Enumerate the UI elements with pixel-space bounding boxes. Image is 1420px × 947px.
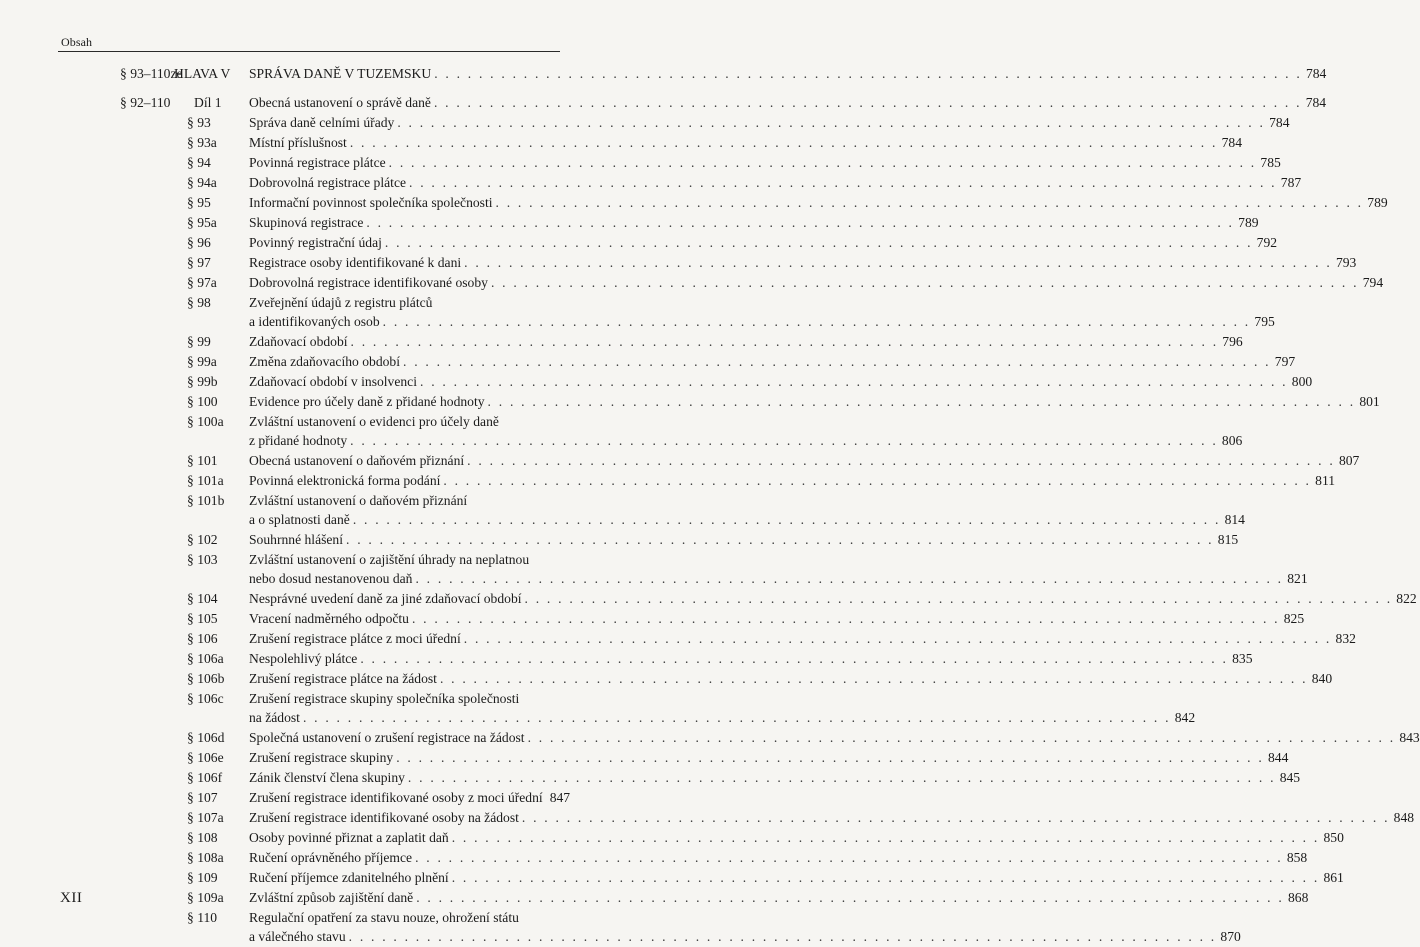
section-title-line bbox=[249, 352, 1296, 372]
section-title-line bbox=[249, 113, 1290, 133]
section-title: Evidence pro účely daně z přidané hodnoty bbox=[249, 394, 485, 409]
section-title: Společná ustanovení o zrušení registrace na žádost bbox=[249, 730, 525, 745]
toc-entry bbox=[0, 332, 1243, 352]
section-title-line bbox=[249, 471, 1336, 491]
dil-title-line bbox=[249, 93, 1327, 113]
section-page: 861 bbox=[1323, 870, 1344, 885]
section-page: 800 bbox=[1291, 374, 1313, 389]
hlava-title: SPRÁVA DANĚ V TUZEMSKU bbox=[249, 66, 432, 81]
section-title-line bbox=[249, 768, 1301, 788]
section-number: § 97a bbox=[187, 275, 217, 290]
section-page: 840 bbox=[1311, 671, 1333, 686]
section-page: 797 bbox=[1274, 354, 1296, 369]
section-title: Zvláštní ustanovení o evidenci pro účely daně bbox=[249, 414, 499, 429]
dot-leader bbox=[488, 392, 1356, 412]
section-page: 870 bbox=[1220, 929, 1241, 944]
toc-entry bbox=[0, 868, 1344, 888]
toc-entry bbox=[0, 629, 1356, 649]
section-number: § 101b bbox=[187, 493, 225, 508]
section-title-line bbox=[249, 669, 1333, 689]
dot-leader bbox=[467, 451, 1335, 471]
dot-leader bbox=[350, 133, 1218, 153]
section-title-continued: nebo dosud nestanovenou daň bbox=[249, 571, 413, 586]
section-title: Povinný registrační údaj bbox=[249, 235, 382, 250]
dil-page: 784 bbox=[1305, 95, 1327, 110]
section-title-line bbox=[249, 372, 1313, 392]
section-number: § 106f bbox=[187, 770, 223, 785]
section-title-line bbox=[249, 293, 559, 312]
toc-entry bbox=[0, 233, 1278, 253]
toc-entry bbox=[0, 273, 1384, 293]
section-page: 789 bbox=[1367, 195, 1388, 210]
section-list bbox=[0, 113, 1420, 947]
hlava-range: § 93–110ze bbox=[120, 66, 183, 81]
section-title: Zdaňovací období v insolvenci bbox=[249, 374, 417, 389]
section-title-line bbox=[249, 828, 1344, 848]
dot-leader bbox=[522, 808, 1390, 828]
section-title-line bbox=[249, 491, 559, 510]
hlava-label: HLAVA V bbox=[174, 66, 231, 81]
toc-entry bbox=[0, 352, 1296, 372]
toc-entry bbox=[0, 808, 1415, 828]
toc-entry-dil bbox=[0, 93, 1327, 113]
section-title: Regulační opatření za stavu nouze, ohrožení státu bbox=[249, 910, 519, 925]
dot-leader bbox=[350, 431, 1218, 451]
section-title: Obecná ustanovení o daňovém přiznání bbox=[249, 453, 465, 468]
section-title: Povinná elektronická forma podání bbox=[249, 473, 441, 488]
section-page: 868 bbox=[1287, 890, 1309, 905]
section-title-line bbox=[249, 589, 1417, 609]
section-page: 847 bbox=[549, 790, 571, 805]
toc-entry bbox=[0, 908, 600, 927]
section-number: § 103 bbox=[187, 552, 218, 567]
dot-leader bbox=[434, 93, 1302, 113]
toc-entry bbox=[0, 888, 1309, 908]
section-page: 814 bbox=[1224, 512, 1245, 527]
section-title: Zánik členství člena skupiny bbox=[249, 770, 405, 785]
section-page: 844 bbox=[1267, 750, 1289, 765]
toc-entry bbox=[0, 848, 1308, 868]
section-title-line bbox=[249, 510, 1245, 530]
section-number: § 104 bbox=[187, 591, 218, 606]
dot-leader bbox=[528, 728, 1396, 748]
table-of-contents bbox=[0, 64, 1420, 947]
section-number: § 106d bbox=[187, 730, 225, 745]
section-title-line bbox=[249, 609, 1305, 629]
section-title: Zveřejnění údajů z registru plátců bbox=[249, 295, 433, 310]
section-title-line bbox=[249, 728, 1420, 748]
toc-entry bbox=[0, 113, 1290, 133]
section-title-line bbox=[249, 868, 1344, 888]
dot-leader bbox=[353, 510, 1221, 530]
dot-leader bbox=[360, 649, 1228, 669]
section-number: § 94 bbox=[187, 155, 211, 170]
toc-entry-continuation bbox=[0, 312, 1275, 332]
hlava-title-line bbox=[249, 64, 1327, 84]
section-title-line bbox=[249, 273, 1384, 293]
section-title-continued: na žádost bbox=[249, 710, 300, 725]
section-number: § 99b bbox=[187, 374, 218, 389]
section-title-line bbox=[249, 569, 1308, 589]
section-number: § 94a bbox=[187, 175, 217, 190]
toc-entry-continuation bbox=[0, 569, 1308, 589]
section-number: § 106 bbox=[187, 631, 218, 646]
section-number: § 108a bbox=[187, 850, 224, 865]
section-title-line bbox=[249, 431, 1243, 451]
toc-entry bbox=[0, 530, 1239, 550]
toc-entry bbox=[0, 193, 1388, 213]
section-title-line bbox=[249, 153, 1281, 173]
dot-leader bbox=[420, 372, 1288, 392]
section-title: Dobrovolná registrace identifikované osoby bbox=[249, 275, 488, 290]
section-title-line bbox=[249, 927, 1241, 947]
section-title: Změna zdaňovacího období bbox=[249, 354, 400, 369]
dot-leader bbox=[525, 589, 1393, 609]
section-title-line bbox=[249, 550, 559, 569]
section-number: § 98 bbox=[187, 295, 211, 310]
toc-entry-continuation bbox=[0, 431, 1243, 451]
toc-entry bbox=[0, 173, 1302, 193]
section-title-line bbox=[249, 689, 559, 708]
section-title: Osoby povinné přiznat a zaplatit daň bbox=[249, 830, 449, 845]
dot-leader bbox=[496, 193, 1364, 213]
dot-leader bbox=[416, 888, 1284, 908]
section-title-line bbox=[249, 708, 1196, 728]
dil-title: Obecná ustanovení o správě daně bbox=[249, 95, 431, 110]
toc-entry-continuation bbox=[0, 708, 1196, 728]
toc-entry-continuation bbox=[0, 510, 1245, 530]
toc-entry bbox=[0, 649, 1253, 669]
section-title-continued: a válečného stavu bbox=[249, 929, 346, 944]
toc-entry bbox=[0, 293, 600, 312]
section-page: 794 bbox=[1362, 275, 1384, 290]
section-number: § 100 bbox=[187, 394, 218, 409]
section-page: 821 bbox=[1287, 571, 1308, 586]
toc-entry bbox=[0, 609, 1305, 629]
dot-leader bbox=[415, 569, 1283, 589]
section-title: Registrace osoby identifikované k dani bbox=[249, 255, 462, 270]
section-title: Zvláštní ustanovení o daňovém přiznání bbox=[249, 493, 468, 508]
section-page: 795 bbox=[1254, 314, 1275, 329]
section-number: § 100a bbox=[187, 414, 224, 429]
dot-leader bbox=[434, 64, 1302, 84]
section-page: 835 bbox=[1232, 651, 1253, 666]
section-title: Zvláštní ustanovení o zajištění úhrady na neplatnou bbox=[249, 552, 530, 567]
toc-entry bbox=[0, 213, 1259, 233]
section-number: § 107 bbox=[187, 790, 218, 805]
section-number: § 102 bbox=[187, 532, 218, 547]
section-number: § 95 bbox=[187, 195, 211, 210]
dot-leader bbox=[349, 927, 1217, 947]
section-title-continued: a identifikovaných osob bbox=[249, 314, 380, 329]
section-number: § 106e bbox=[187, 750, 224, 765]
section-number: § 93a bbox=[187, 135, 217, 150]
section-title: Zrušení registrace skupiny bbox=[249, 750, 394, 765]
dot-leader bbox=[397, 113, 1265, 133]
dot-leader bbox=[396, 748, 1264, 768]
section-title-line bbox=[249, 848, 1308, 868]
dil-label: Díl 1 bbox=[194, 95, 222, 110]
section-page: 822 bbox=[1396, 591, 1417, 606]
toc-entry bbox=[0, 133, 1242, 153]
section-number: § 105 bbox=[187, 611, 218, 626]
section-page: 848 bbox=[1393, 810, 1415, 825]
section-page: 843 bbox=[1399, 730, 1420, 745]
section-title-continued: a o splatnosti daně bbox=[249, 512, 350, 527]
dot-leader bbox=[383, 312, 1251, 332]
dil-range: § 92–110 bbox=[120, 95, 171, 110]
section-title-line bbox=[249, 133, 1242, 153]
dot-leader bbox=[346, 530, 1214, 550]
section-title-line bbox=[249, 213, 1259, 233]
section-title: Místní příslušnost bbox=[249, 135, 347, 150]
dot-leader bbox=[408, 768, 1276, 788]
dot-leader bbox=[366, 213, 1234, 233]
section-title: Zrušení registrace identifikované osoby na žádost bbox=[249, 810, 519, 825]
dot-leader bbox=[452, 868, 1320, 888]
section-number: § 106c bbox=[187, 691, 224, 706]
toc-entry bbox=[0, 550, 600, 569]
section-page: 858 bbox=[1286, 850, 1308, 865]
page-number: XII bbox=[60, 890, 83, 906]
section-number: § 99 bbox=[187, 334, 211, 349]
section-title-line bbox=[249, 649, 1253, 669]
section-number: § 109a bbox=[187, 890, 224, 905]
section-page: 792 bbox=[1256, 235, 1278, 250]
toc-entry bbox=[0, 451, 1360, 471]
section-title: Zvláštní způsob zajištění daně bbox=[249, 890, 414, 905]
section-title: Souhrnné hlášení bbox=[249, 532, 344, 547]
dot-leader bbox=[412, 609, 1280, 629]
section-title-line bbox=[249, 451, 1360, 471]
section-number: § 97 bbox=[187, 255, 211, 270]
running-head: Obsah bbox=[61, 35, 93, 49]
section-title-line bbox=[249, 530, 1239, 550]
toc-entry bbox=[0, 728, 1420, 748]
section-title: Zrušení registrace skupiny společníka společnosti bbox=[249, 691, 520, 706]
section-title-line bbox=[249, 908, 559, 927]
header-rule bbox=[58, 51, 560, 52]
section-title-line bbox=[249, 808, 1415, 828]
section-number: § 109 bbox=[187, 870, 218, 885]
hlava-page: 784 bbox=[1305, 66, 1327, 81]
section-title-line bbox=[249, 312, 1275, 332]
section-page: 806 bbox=[1221, 433, 1243, 448]
section-page: 801 bbox=[1359, 394, 1380, 409]
section-page: 832 bbox=[1335, 631, 1356, 646]
section-page: 842 bbox=[1174, 710, 1196, 725]
toc-entry-hlava bbox=[0, 64, 1327, 84]
dot-leader bbox=[443, 471, 1311, 491]
section-title: Skupinová registrace bbox=[249, 215, 364, 230]
section-title: Zdaňovací období bbox=[249, 334, 348, 349]
section-page: 785 bbox=[1260, 155, 1281, 170]
section-title: Zrušení registrace plátce z moci úřední bbox=[249, 631, 461, 646]
section-title: Zrušení registrace plátce na žádost bbox=[249, 671, 437, 686]
toc-entry bbox=[0, 412, 600, 431]
section-title: Povinná registrace plátce bbox=[249, 155, 386, 170]
section-number: § 108 bbox=[187, 830, 218, 845]
section-number: § 101 bbox=[187, 453, 218, 468]
section-title-line bbox=[249, 412, 559, 431]
toc-entry bbox=[0, 788, 600, 808]
dot-leader bbox=[440, 669, 1308, 689]
toc-entry bbox=[0, 589, 1417, 609]
section-number: § 99a bbox=[187, 354, 217, 369]
section-number: § 101a bbox=[187, 473, 224, 488]
section-page: 784 bbox=[1269, 115, 1290, 130]
section-page: 850 bbox=[1323, 830, 1344, 845]
section-title: Informační povinnost společníka společnosti bbox=[249, 195, 493, 210]
section-page: 789 bbox=[1238, 215, 1259, 230]
section-page: 811 bbox=[1315, 473, 1336, 488]
section-title: Ručení příjemce zdanitelného plnění bbox=[249, 870, 449, 885]
section-number: § 106a bbox=[187, 651, 224, 666]
section-number: § 95a bbox=[187, 215, 217, 230]
toc-entry bbox=[0, 253, 1357, 273]
section-title-continued: z přidané hodnoty bbox=[249, 433, 348, 448]
toc-entry bbox=[0, 491, 600, 510]
toc-entry bbox=[0, 689, 600, 708]
section-title-line bbox=[249, 748, 1289, 768]
section-title-line bbox=[249, 788, 571, 808]
dot-leader bbox=[303, 708, 1171, 728]
toc-entry bbox=[0, 392, 1380, 412]
toc-entry bbox=[0, 748, 1289, 768]
section-title: Dobrovolná registrace plátce bbox=[249, 175, 407, 190]
dot-leader bbox=[464, 253, 1332, 273]
toc-entry bbox=[0, 768, 1301, 788]
section-page: 793 bbox=[1335, 255, 1357, 270]
section-page: 815 bbox=[1217, 532, 1239, 547]
dot-leader bbox=[385, 233, 1253, 253]
toc-entry-continuation bbox=[0, 927, 1241, 947]
section-title: Zrušení registrace identifikované osoby z moci úřední bbox=[249, 790, 543, 805]
section-title-line bbox=[249, 173, 1302, 193]
section-number: § 107a bbox=[187, 810, 224, 825]
section-title: Nespolehlivý plátce bbox=[249, 651, 358, 666]
dot-leader bbox=[491, 273, 1359, 293]
section-page: 784 bbox=[1221, 135, 1242, 150]
toc-entry bbox=[0, 669, 1333, 689]
section-title-line bbox=[249, 233, 1278, 253]
section-page: 796 bbox=[1222, 334, 1243, 349]
dot-leader bbox=[415, 848, 1283, 868]
toc-entry bbox=[0, 828, 1344, 848]
section-title-line bbox=[249, 253, 1357, 273]
dot-leader bbox=[389, 153, 1257, 173]
section-page: 845 bbox=[1279, 770, 1301, 785]
toc-entry bbox=[0, 471, 1336, 491]
section-number: § 93 bbox=[187, 115, 211, 130]
section-page: 825 bbox=[1283, 611, 1305, 626]
toc-entry bbox=[0, 372, 1313, 392]
section-title-line bbox=[249, 332, 1243, 352]
dot-leader bbox=[409, 173, 1277, 193]
dot-leader bbox=[403, 352, 1271, 372]
section-page: 787 bbox=[1280, 175, 1302, 190]
dot-leader bbox=[464, 629, 1332, 649]
section-title-line bbox=[249, 392, 1380, 412]
section-number: § 110 bbox=[187, 910, 218, 925]
toc-entry bbox=[0, 153, 1281, 173]
section-title-line bbox=[249, 888, 1309, 908]
section-number: § 96 bbox=[187, 235, 211, 250]
dot-leader bbox=[351, 332, 1219, 352]
section-title: Ručení oprávněného příjemce bbox=[249, 850, 413, 865]
dot-leader bbox=[452, 828, 1320, 848]
section-title-line bbox=[249, 629, 1356, 649]
section-title: Vracení nadměrného odpočtu bbox=[249, 611, 409, 626]
section-title-line bbox=[249, 193, 1388, 213]
section-title: Správa daně celními úřady bbox=[249, 115, 395, 130]
section-page: 807 bbox=[1338, 453, 1360, 468]
section-number: § 106b bbox=[187, 671, 225, 686]
section-title: Nesprávné uvedení daně za jiné zdaňovací období bbox=[249, 591, 522, 606]
